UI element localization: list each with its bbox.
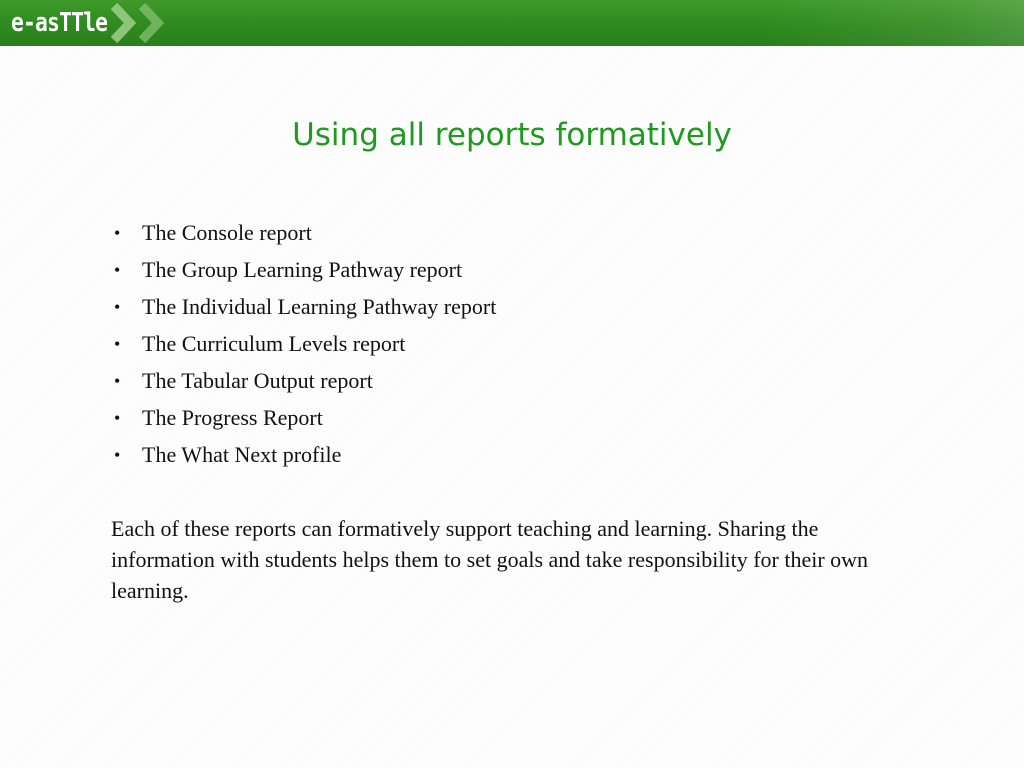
slide-title: Using all reports formatively: [292, 117, 732, 153]
bullet-icon: •: [114, 408, 121, 428]
list-item-label: The Progress Report: [142, 405, 323, 430]
bullet-icon: •: [114, 445, 121, 465]
list-item-label: The Curriculum Levels report: [142, 331, 406, 356]
bullet-icon: •: [114, 297, 121, 317]
list-item: [111, 401, 496, 438]
bullet-icon: •: [114, 334, 121, 354]
bullet-icon: •: [114, 260, 121, 280]
list-item: [111, 216, 496, 253]
bullet-icon: •: [114, 223, 121, 243]
list-item: [111, 438, 496, 475]
list-item: [111, 290, 496, 327]
header-bar: [0, 0, 1024, 46]
report-list: [111, 216, 496, 475]
body-paragraph: Each of these reports can formatively support teaching and learning. Sharing the information with students helps them to set goals and take responsibility for their own learning.: [111, 516, 869, 603]
logo: e-asTTle: [11, 8, 108, 38]
list-item-label: The Tabular Output report: [142, 368, 373, 393]
double-chevron-right-icon: [108, 2, 174, 44]
list-item: [111, 327, 496, 364]
list-item: [111, 253, 496, 290]
bullet-icon: •: [114, 371, 121, 391]
list-item-label: The Individual Learning Pathway report: [142, 294, 497, 319]
list-item-label: The What Next profile: [142, 442, 342, 467]
list-item-label: The Group Learning Pathway report: [142, 257, 463, 282]
list-item: [111, 364, 496, 401]
list-item-label: The Console report: [142, 220, 312, 245]
